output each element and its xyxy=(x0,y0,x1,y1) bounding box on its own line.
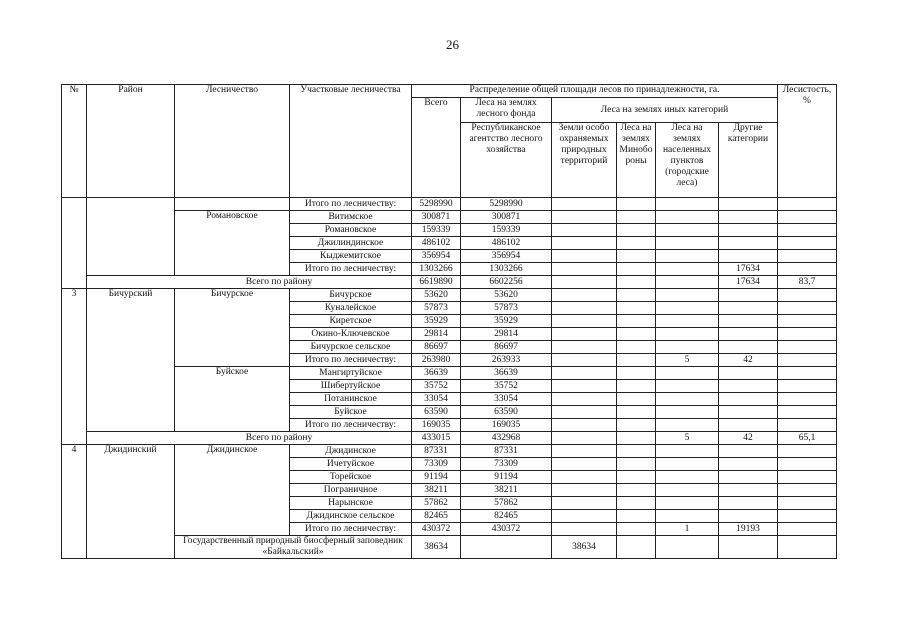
other-cell xyxy=(719,341,778,354)
settlements-cell xyxy=(656,497,719,510)
header-other: Другие категории xyxy=(719,123,778,198)
forest-cover-cell xyxy=(778,367,837,380)
forest-fund-cell: 35752 xyxy=(461,380,552,393)
sub-forestry-cell: Ичетуйское xyxy=(290,458,412,471)
defense-cell xyxy=(617,289,656,302)
settlements-cell xyxy=(656,367,719,380)
district-cell xyxy=(87,198,175,276)
other-cell xyxy=(719,406,778,419)
other-cell xyxy=(719,445,778,458)
other-cell xyxy=(719,289,778,302)
settlements-cell: 1 xyxy=(656,523,719,536)
sub-forestry-cell: Куналейское xyxy=(290,302,412,315)
total-cell: 38211 xyxy=(412,484,461,497)
protected-cell xyxy=(552,445,617,458)
header-other-categories: Леса на землях иных категорий xyxy=(552,98,778,123)
forest-fund-cell: 35929 xyxy=(461,315,552,328)
table-row xyxy=(62,536,837,559)
forest-cover-cell xyxy=(778,536,837,559)
defense-cell xyxy=(617,211,656,224)
sub-forestry-cell: Джидинское сельское xyxy=(290,510,412,523)
table-row xyxy=(62,276,837,289)
defense-cell xyxy=(617,523,656,536)
forest-fund-cell: 486102 xyxy=(461,237,552,250)
sub-forestry-cell: Буйское xyxy=(290,406,412,419)
forest-fund-cell: 82465 xyxy=(461,510,552,523)
forest-cover-cell xyxy=(778,406,837,419)
other-cell xyxy=(719,536,778,559)
sub-forestry-cell: Бичурское xyxy=(290,289,412,302)
forest-distribution-table xyxy=(61,84,837,559)
other-cell xyxy=(719,224,778,237)
district-total-label: Всего по району xyxy=(87,432,412,445)
defense-cell xyxy=(617,419,656,432)
other-cell xyxy=(719,393,778,406)
other-cell xyxy=(719,198,778,211)
forest-cover-cell xyxy=(778,341,837,354)
other-cell xyxy=(719,237,778,250)
table-row xyxy=(62,367,837,380)
forest-cover-cell xyxy=(778,354,837,367)
defense-cell xyxy=(617,354,656,367)
settlements-cell xyxy=(656,471,719,484)
other-cell xyxy=(719,380,778,393)
total-cell: 33054 xyxy=(412,393,461,406)
protected-cell xyxy=(552,211,617,224)
header-district: Район xyxy=(87,85,175,198)
protected-cell xyxy=(552,328,617,341)
settlements-cell xyxy=(656,484,719,497)
sub-forestry-cell: Бичурское сельское xyxy=(290,341,412,354)
forest-fund-cell xyxy=(461,536,552,559)
total-cell: 29814 xyxy=(412,328,461,341)
protected-cell xyxy=(552,276,617,289)
total-cell: 263980 xyxy=(412,354,461,367)
sub-forestry-cell: Мангиртуйское xyxy=(290,367,412,380)
forest-cover-cell xyxy=(778,224,837,237)
sub-forestry-cell: Итого по лесничеству: xyxy=(290,354,412,367)
forest-cover-cell xyxy=(778,211,837,224)
total-cell: 36639 xyxy=(412,367,461,380)
defense-cell xyxy=(617,237,656,250)
sub-forestry-cell: Кыджемитское xyxy=(290,250,412,263)
settlements-cell xyxy=(656,536,719,559)
protected-cell: 38634 xyxy=(552,536,617,559)
sub-forestry-cell: Потанинское xyxy=(290,393,412,406)
header-sub-forestry: Участковые лесничества xyxy=(290,85,412,198)
forest-fund-cell: 91194 xyxy=(461,471,552,484)
settlements-cell xyxy=(656,406,719,419)
settlements-cell xyxy=(656,458,719,471)
other-cell: 42 xyxy=(719,432,778,445)
defense-cell xyxy=(617,341,656,354)
defense-cell xyxy=(617,458,656,471)
protected-cell xyxy=(552,406,617,419)
total-cell: 159339 xyxy=(412,224,461,237)
total-cell: 82465 xyxy=(412,510,461,523)
defense-cell xyxy=(617,471,656,484)
total-cell: 38634 xyxy=(412,536,461,559)
total-cell: 35752 xyxy=(412,380,461,393)
protected-cell xyxy=(552,393,617,406)
header-forest-fund: Леса на землях лесного фонда xyxy=(461,98,552,123)
forest-cover-cell xyxy=(778,458,837,471)
table-row xyxy=(62,198,837,211)
forest-cover-cell xyxy=(778,198,837,211)
header-total: Всего xyxy=(412,98,461,198)
defense-cell xyxy=(617,315,656,328)
table-row xyxy=(62,445,837,458)
forest-cover-cell xyxy=(778,523,837,536)
total-cell: 57862 xyxy=(412,497,461,510)
table-row xyxy=(62,289,837,302)
other-cell xyxy=(719,497,778,510)
forest-cover-cell xyxy=(778,471,837,484)
num-cell xyxy=(62,198,87,289)
forest-fund-cell: 159339 xyxy=(461,224,552,237)
forestry-cell: Буйское xyxy=(175,367,290,432)
header-forest-cover: Лесистость, % xyxy=(778,85,837,198)
defense-cell xyxy=(617,536,656,559)
sub-forestry-cell: Киретское xyxy=(290,315,412,328)
settlements-cell xyxy=(656,289,719,302)
protected-cell xyxy=(552,471,617,484)
forest-fund-cell: 263933 xyxy=(461,354,552,367)
forest-cover-cell xyxy=(778,419,837,432)
total-cell: 433015 xyxy=(412,432,461,445)
total-cell: 169035 xyxy=(412,419,461,432)
settlements-cell xyxy=(656,211,719,224)
sub-forestry-cell: Итого по лесничеству: xyxy=(290,263,412,276)
district-total-label: Всего по району xyxy=(87,276,412,289)
forest-fund-cell: 6602256 xyxy=(461,276,552,289)
settlements-cell xyxy=(656,380,719,393)
other-cell xyxy=(719,250,778,263)
defense-cell xyxy=(617,302,656,315)
settlements-cell xyxy=(656,445,719,458)
forestry-cell: Джидинское xyxy=(175,445,290,536)
protected-cell xyxy=(552,484,617,497)
protected-cell xyxy=(552,250,617,263)
num-cell: 3 xyxy=(62,289,87,445)
other-cell xyxy=(719,315,778,328)
defense-cell xyxy=(617,250,656,263)
defense-cell xyxy=(617,484,656,497)
page-number: 26 xyxy=(446,37,459,52)
forest-cover-cell xyxy=(778,484,837,497)
forest-cover-cell xyxy=(778,315,837,328)
forest-fund-cell: 356954 xyxy=(461,250,552,263)
protected-cell xyxy=(552,523,617,536)
protected-cell xyxy=(552,367,617,380)
settlements-cell xyxy=(656,419,719,432)
forest-cover-cell xyxy=(778,510,837,523)
total-cell: 1303266 xyxy=(412,263,461,276)
other-cell: 42 xyxy=(719,354,778,367)
sub-forestry-cell: Нарынское xyxy=(290,497,412,510)
sub-forestry-cell: Итого по лесничеству: xyxy=(290,523,412,536)
other-cell: 19193 xyxy=(719,523,778,536)
total-cell: 63590 xyxy=(412,406,461,419)
forest-fund-cell: 169035 xyxy=(461,419,552,432)
settlements-cell xyxy=(656,341,719,354)
forest-cover-cell: 65,1 xyxy=(778,432,837,445)
settlements-cell xyxy=(656,393,719,406)
forest-fund-cell: 430372 xyxy=(461,523,552,536)
protected-cell xyxy=(552,302,617,315)
other-cell xyxy=(719,328,778,341)
forest-fund-cell: 87331 xyxy=(461,445,552,458)
forestry-cell: Бичурское xyxy=(175,289,290,367)
forest-fund-cell: 300871 xyxy=(461,211,552,224)
defense-cell xyxy=(617,510,656,523)
defense-cell xyxy=(617,367,656,380)
total-cell: 91194 xyxy=(412,471,461,484)
defense-cell xyxy=(617,406,656,419)
settlements-cell xyxy=(656,302,719,315)
total-cell: 300871 xyxy=(412,211,461,224)
other-cell xyxy=(719,458,778,471)
forest-fund-cell: 53620 xyxy=(461,289,552,302)
forest-fund-cell: 29814 xyxy=(461,328,552,341)
header-protected: Земли особо охраняемых природных территорий xyxy=(552,123,617,198)
forest-cover-cell xyxy=(778,393,837,406)
forest-cover-cell xyxy=(778,263,837,276)
settlements-cell xyxy=(656,276,719,289)
forest-fund-cell: 1303266 xyxy=(461,263,552,276)
forest-cover-cell xyxy=(778,445,837,458)
num-cell: 4 xyxy=(62,445,87,559)
forest-cover-cell xyxy=(778,328,837,341)
other-cell xyxy=(719,484,778,497)
forest-fund-cell: 63590 xyxy=(461,406,552,419)
defense-cell xyxy=(617,497,656,510)
other-cell xyxy=(719,302,778,315)
district-cell: Джидинский xyxy=(87,445,175,559)
total-cell: 53620 xyxy=(412,289,461,302)
protected-cell xyxy=(552,341,617,354)
header-republic-agency: Республиканское агентство лесного хозяйства xyxy=(461,123,552,198)
defense-cell xyxy=(617,198,656,211)
forest-cover-cell xyxy=(778,250,837,263)
protected-cell xyxy=(552,432,617,445)
sub-forestry-cell: Итого по лесничеству: xyxy=(290,419,412,432)
other-cell: 17634 xyxy=(719,276,778,289)
sub-forestry-cell: Торейское xyxy=(290,471,412,484)
settlements-cell xyxy=(656,198,719,211)
protected-cell xyxy=(552,419,617,432)
forest-fund-cell: 38211 xyxy=(461,484,552,497)
other-cell xyxy=(719,471,778,484)
settlements-cell: 5 xyxy=(656,432,719,445)
settlements-cell xyxy=(656,328,719,341)
other-cell xyxy=(719,510,778,523)
total-cell: 87331 xyxy=(412,445,461,458)
other-cell xyxy=(719,211,778,224)
settlements-cell xyxy=(656,315,719,328)
defense-cell xyxy=(617,276,656,289)
protected-cell xyxy=(552,224,617,237)
protected-cell xyxy=(552,458,617,471)
sub-forestry-cell: Итого по лесничеству: xyxy=(290,198,412,211)
sub-forestry-cell: Джилиндинское xyxy=(290,237,412,250)
forest-fund-cell: 432968 xyxy=(461,432,552,445)
protected-cell xyxy=(552,497,617,510)
total-cell: 6619890 xyxy=(412,276,461,289)
protected-cell xyxy=(552,510,617,523)
protected-cell xyxy=(552,315,617,328)
defense-cell xyxy=(617,328,656,341)
defense-cell xyxy=(617,380,656,393)
forest-fund-cell: 73309 xyxy=(461,458,552,471)
settlements-cell xyxy=(656,250,719,263)
settlements-cell xyxy=(656,263,719,276)
total-cell: 356954 xyxy=(412,250,461,263)
protected-cell xyxy=(552,380,617,393)
forest-fund-cell: 57873 xyxy=(461,302,552,315)
forest-cover-cell xyxy=(778,302,837,315)
total-cell: 5298990 xyxy=(412,198,461,211)
header-forestry: Лесничество xyxy=(175,85,290,198)
total-cell: 57873 xyxy=(412,302,461,315)
total-cell: 430372 xyxy=(412,523,461,536)
settlements-cell xyxy=(656,237,719,250)
forest-fund-cell: 36639 xyxy=(461,367,552,380)
defense-cell xyxy=(617,432,656,445)
total-cell: 86697 xyxy=(412,341,461,354)
header-distribution: Распределение общей площади лесов по принадлежности, га. xyxy=(412,85,778,98)
defense-cell xyxy=(617,263,656,276)
other-cell xyxy=(719,367,778,380)
reserve-name: Государственный природный биосферный заповедник «Байкальский» xyxy=(175,536,412,559)
settlements-cell: 5 xyxy=(656,354,719,367)
defense-cell xyxy=(617,393,656,406)
sub-forestry-cell: Окино-Ключевское xyxy=(290,328,412,341)
forest-cover-cell xyxy=(778,497,837,510)
forest-cover-cell xyxy=(778,289,837,302)
table-row xyxy=(62,211,837,224)
forest-cover-cell xyxy=(778,380,837,393)
sub-forestry-cell: Пограничное xyxy=(290,484,412,497)
defense-cell xyxy=(617,445,656,458)
forest-fund-cell: 57862 xyxy=(461,497,552,510)
protected-cell xyxy=(552,263,617,276)
forest-cover-cell: 83,7 xyxy=(778,276,837,289)
district-cell: Бичурский xyxy=(87,289,175,432)
forest-fund-cell: 5298990 xyxy=(461,198,552,211)
sub-forestry-cell: Шибертуйское xyxy=(290,380,412,393)
defense-cell xyxy=(617,224,656,237)
table-row xyxy=(62,432,837,445)
other-cell: 17634 xyxy=(719,263,778,276)
forestry-cell: Романовское xyxy=(175,211,290,276)
header-num: № xyxy=(62,85,87,198)
total-cell: 73309 xyxy=(412,458,461,471)
sub-forestry-cell: Романовское xyxy=(290,224,412,237)
total-cell: 486102 xyxy=(412,237,461,250)
protected-cell xyxy=(552,354,617,367)
header-defense: Леса на землях Минобо роны xyxy=(617,123,656,198)
total-cell: 35929 xyxy=(412,315,461,328)
sub-forestry-cell: Джидинское xyxy=(290,445,412,458)
header-settlements: Леса на землях населенных пунктов (городские леса) xyxy=(656,123,719,198)
protected-cell xyxy=(552,289,617,302)
protected-cell xyxy=(552,237,617,250)
forest-fund-cell: 86697 xyxy=(461,341,552,354)
sub-forestry-cell: Витимское xyxy=(290,211,412,224)
protected-cell xyxy=(552,198,617,211)
settlements-cell xyxy=(656,510,719,523)
settlements-cell xyxy=(656,224,719,237)
other-cell xyxy=(719,419,778,432)
forest-fund-cell: 33054 xyxy=(461,393,552,406)
forest-cover-cell xyxy=(778,237,837,250)
forestry-cell xyxy=(175,198,290,211)
